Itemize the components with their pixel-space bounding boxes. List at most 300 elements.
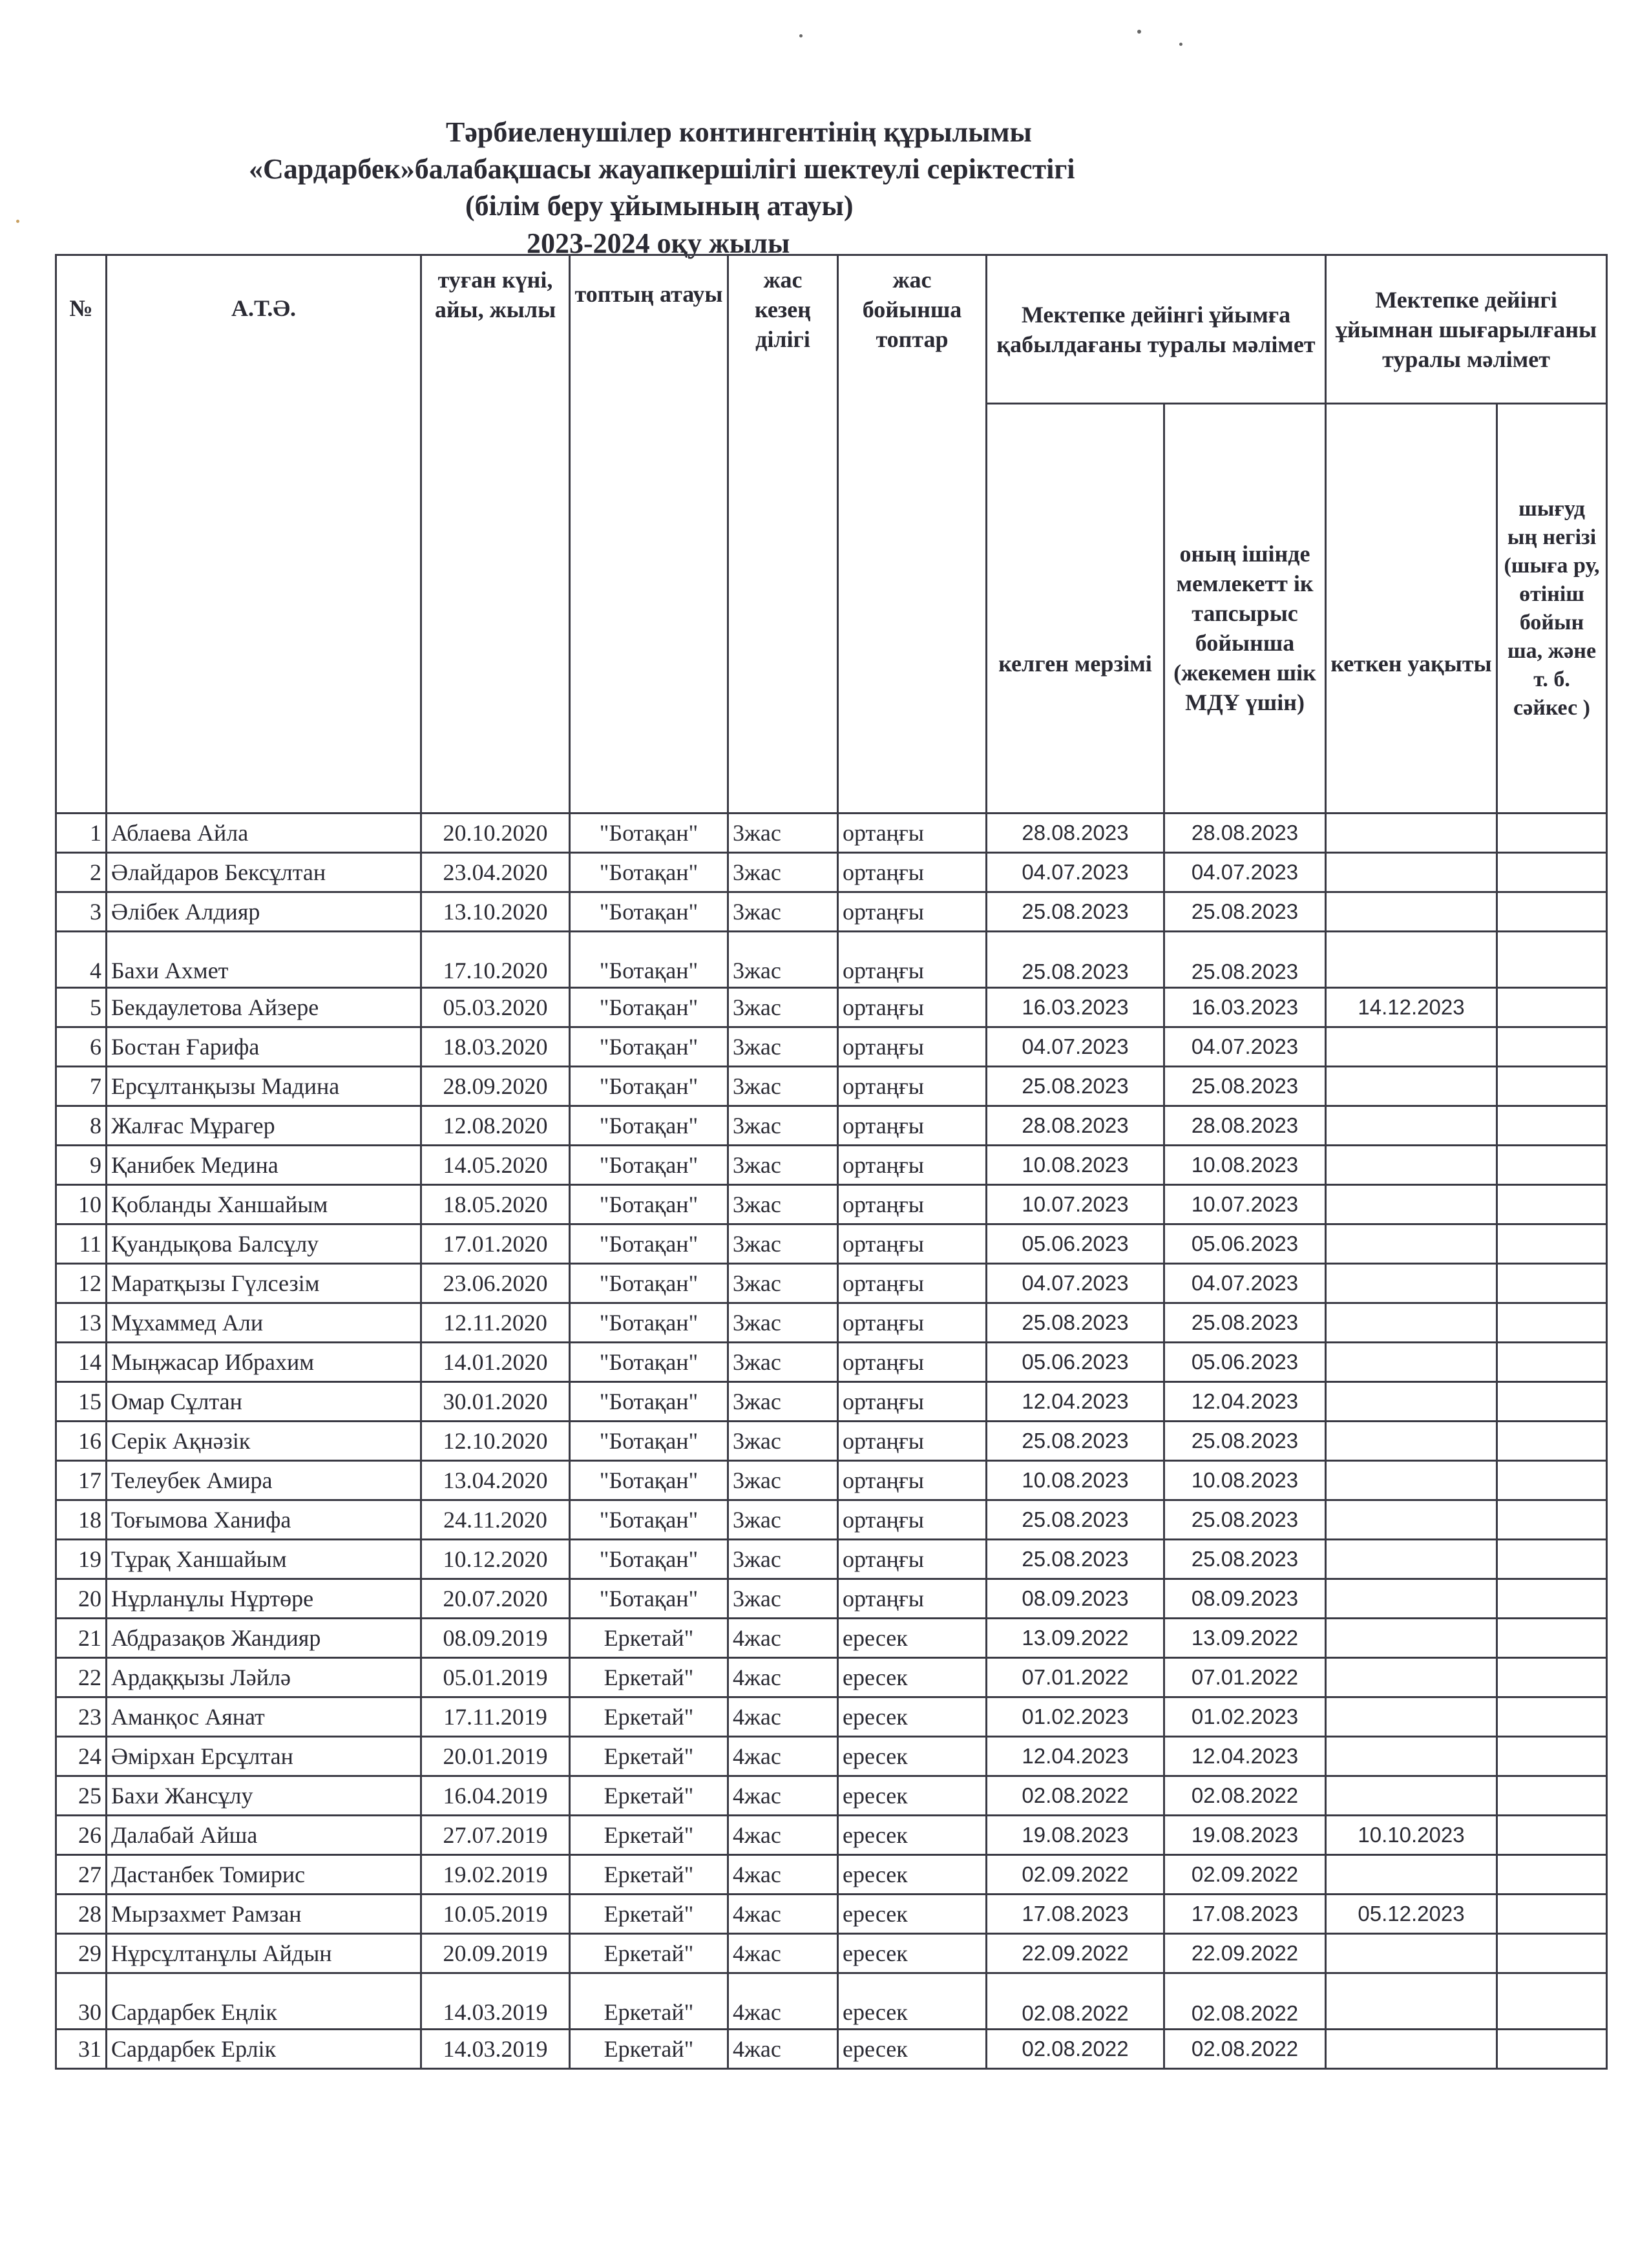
child-name: Мұхаммед Али xyxy=(107,1303,421,1343)
birth-date: 28.09.2020 xyxy=(421,1067,570,1106)
birth-date: 17.11.2019 xyxy=(421,1697,570,1737)
group-name: "Ботақан" xyxy=(570,1106,728,1146)
age-group: ортаңғы xyxy=(838,988,987,1027)
birth-date: 23.04.2020 xyxy=(421,853,570,892)
arrival-date: 02.08.2022 xyxy=(987,2030,1164,2069)
birth-date: 19.02.2019 xyxy=(421,1855,570,1895)
left-date xyxy=(1326,1343,1497,1382)
age-period: 3жас xyxy=(728,814,838,853)
left-date: 05.12.2023 xyxy=(1326,1895,1497,1934)
state-order-date: 10.08.2023 xyxy=(1164,1146,1326,1185)
age-period: 3жас xyxy=(728,1579,838,1619)
left-reason xyxy=(1497,1343,1607,1382)
child-name: Нұрланұлы Нұртөре xyxy=(107,1579,421,1619)
birth-date: 18.05.2020 xyxy=(421,1185,570,1224)
arrival-date: 05.06.2023 xyxy=(987,1224,1164,1264)
arrival-date: 25.08.2023 xyxy=(987,1422,1164,1461)
age-group: ересек xyxy=(838,1697,987,1737)
state-order-date: 10.07.2023 xyxy=(1164,1185,1326,1224)
group-name: Еркетай" xyxy=(570,1776,728,1816)
group-name: "Ботақан" xyxy=(570,1343,728,1382)
child-name: Әлайдаров Бексұлтан xyxy=(107,853,421,892)
group-name: "Ботақан" xyxy=(570,1146,728,1185)
row-number: 13 xyxy=(56,1303,107,1343)
arrival-date: 19.08.2023 xyxy=(987,1816,1164,1855)
child-name: Аманқос Аянат xyxy=(107,1697,421,1737)
birth-date: 12.10.2020 xyxy=(421,1422,570,1461)
age-period: 3жас xyxy=(728,1461,838,1500)
header-left-reason: шығуд ың негізі (шыға ру, өтініш бойын ша, және т. б. сәйкес ) xyxy=(1497,404,1607,814)
left-reason xyxy=(1497,1067,1607,1106)
birth-date: 14.03.2019 xyxy=(421,1973,570,2030)
left-reason xyxy=(1497,1422,1607,1461)
group-name: "Ботақан" xyxy=(570,1264,728,1303)
age-period: 4жас xyxy=(728,1855,838,1895)
left-date xyxy=(1326,1776,1497,1816)
table-row xyxy=(56,1027,1607,1067)
left-reason xyxy=(1497,1776,1607,1816)
birth-date: 10.12.2020 xyxy=(421,1540,570,1579)
row-number: 31 xyxy=(56,2030,107,2069)
age-period: 4жас xyxy=(728,1776,838,1816)
left-reason xyxy=(1497,1934,1607,1973)
age-group: ортаңғы xyxy=(838,1264,987,1303)
group-name: Еркетай" xyxy=(570,1816,728,1855)
child-name: Бостан Ғарифа xyxy=(107,1027,421,1067)
left-reason xyxy=(1497,1027,1607,1067)
group-name: Еркетай" xyxy=(570,2030,728,2069)
state-order-date: 17.08.2023 xyxy=(1164,1895,1326,1934)
child-name: Омар Сұлтан xyxy=(107,1382,421,1422)
table-row xyxy=(56,1500,1607,1540)
row-number: 19 xyxy=(56,1540,107,1579)
child-name: Аблаева Айла xyxy=(107,814,421,853)
header-num: № xyxy=(56,255,107,814)
left-date xyxy=(1326,1658,1497,1697)
left-date xyxy=(1326,892,1497,932)
scan-speck xyxy=(1179,43,1182,46)
age-group: ересек xyxy=(838,1934,987,1973)
table-row xyxy=(56,1540,1607,1579)
group-name: "Ботақан" xyxy=(570,988,728,1027)
group-name: "Ботақан" xyxy=(570,1224,728,1264)
row-number: 15 xyxy=(56,1382,107,1422)
age-group: ортаңғы xyxy=(838,1579,987,1619)
table-row xyxy=(56,1855,1607,1895)
state-order-date: 01.02.2023 xyxy=(1164,1697,1326,1737)
age-period: 4жас xyxy=(728,1619,838,1658)
arrival-date: 17.08.2023 xyxy=(987,1895,1164,1934)
age-group: ересек xyxy=(838,1816,987,1855)
age-period: 3жас xyxy=(728,1146,838,1185)
row-number: 23 xyxy=(56,1697,107,1737)
child-name: Ерсұлтанқызы Мадина xyxy=(107,1067,421,1106)
birth-date: 17.01.2020 xyxy=(421,1224,570,1264)
header-group-name: топтың атауы xyxy=(570,255,728,814)
left-reason xyxy=(1497,1461,1607,1500)
age-period: 3жас xyxy=(728,892,838,932)
state-order-date: 19.08.2023 xyxy=(1164,1816,1326,1855)
state-order-date: 04.07.2023 xyxy=(1164,1027,1326,1067)
header-departure-info: Мектепке дейінгі ұйымнан шығарылғаны туралы мәлімет xyxy=(1326,255,1607,404)
child-name: Мыңжасар Ибрахим xyxy=(107,1343,421,1382)
child-name: Телеубек Амира xyxy=(107,1461,421,1500)
state-order-date: 13.09.2022 xyxy=(1164,1619,1326,1658)
birth-date: 05.01.2019 xyxy=(421,1658,570,1697)
birth-date: 30.01.2020 xyxy=(421,1382,570,1422)
header-name: А.Т.Ә. xyxy=(107,255,421,814)
age-group: ортаңғы xyxy=(838,1106,987,1146)
arrival-date: 16.03.2023 xyxy=(987,988,1164,1027)
left-reason xyxy=(1497,2030,1607,2069)
left-reason xyxy=(1497,1224,1607,1264)
table-row xyxy=(56,1382,1607,1422)
age-period: 3жас xyxy=(728,853,838,892)
age-period: 3жас xyxy=(728,1027,838,1067)
state-order-date: 05.06.2023 xyxy=(1164,1224,1326,1264)
row-number: 22 xyxy=(56,1658,107,1697)
left-date xyxy=(1326,1579,1497,1619)
table-row xyxy=(56,988,1607,1027)
arrival-date: 10.08.2023 xyxy=(987,1146,1164,1185)
child-name: Қуандықова Балсұлу xyxy=(107,1224,421,1264)
state-order-date: 25.08.2023 xyxy=(1164,1540,1326,1579)
row-number: 9 xyxy=(56,1146,107,1185)
left-date xyxy=(1326,1855,1497,1895)
table-row xyxy=(56,1619,1607,1658)
row-number: 10 xyxy=(56,1185,107,1224)
birth-date: 13.04.2020 xyxy=(421,1461,570,1500)
title-line-2: «Сардарбек»балабақшасы жауапкершілігі шектеулі серіктестігі xyxy=(249,153,1075,185)
birth-date: 10.05.2019 xyxy=(421,1895,570,1934)
row-number: 11 xyxy=(56,1224,107,1264)
age-group: ортаңғы xyxy=(838,1422,987,1461)
age-group: ортаңғы xyxy=(838,1027,987,1067)
header-arrival-date: келген мерзімі xyxy=(987,404,1164,814)
left-reason xyxy=(1497,1146,1607,1185)
age-period: 3жас xyxy=(728,1264,838,1303)
header-birth-date: туған күні, айы, жылы xyxy=(421,255,570,814)
contingent-table xyxy=(55,254,1608,2070)
child-name: Дастанбек Томирис xyxy=(107,1855,421,1895)
birth-date: 14.05.2020 xyxy=(421,1146,570,1185)
age-group: ортаңғы xyxy=(838,1382,987,1422)
age-period: 3жас xyxy=(728,1224,838,1264)
table-row xyxy=(56,2030,1607,2069)
group-name: "Ботақан" xyxy=(570,1185,728,1224)
birth-date: 14.03.2019 xyxy=(421,2030,570,2069)
age-period: 4жас xyxy=(728,2030,838,2069)
child-name: Әлібек Алдияр xyxy=(107,892,421,932)
birth-date: 05.03.2020 xyxy=(421,988,570,1027)
row-number: 8 xyxy=(56,1106,107,1146)
table-row xyxy=(56,1461,1607,1500)
group-name: Еркетай" xyxy=(570,1855,728,1895)
child-name: Тоғымова Ханифа xyxy=(107,1500,421,1540)
age-period: 3жас xyxy=(728,1106,838,1146)
arrival-date: 02.08.2022 xyxy=(987,1973,1164,2030)
left-reason xyxy=(1497,1697,1607,1737)
left-reason xyxy=(1497,1619,1607,1658)
age-group: ортаңғы xyxy=(838,1185,987,1224)
group-name: "Ботақан" xyxy=(570,1382,728,1422)
age-period: 3жас xyxy=(728,1382,838,1422)
group-name: "Ботақан" xyxy=(570,1461,728,1500)
row-number: 2 xyxy=(56,853,107,892)
age-period: 3жас xyxy=(728,1343,838,1382)
state-order-date: 12.04.2023 xyxy=(1164,1737,1326,1776)
child-name: Сардарбек Ерлік xyxy=(107,2030,421,2069)
group-name: "Ботақан" xyxy=(570,1579,728,1619)
age-group: ортаңғы xyxy=(838,814,987,853)
state-order-date: 12.04.2023 xyxy=(1164,1382,1326,1422)
birth-date: 14.01.2020 xyxy=(421,1343,570,1382)
group-name: "Ботақан" xyxy=(570,1500,728,1540)
row-number: 25 xyxy=(56,1776,107,1816)
left-reason xyxy=(1497,1185,1607,1224)
left-reason xyxy=(1497,1264,1607,1303)
arrival-date: 25.08.2023 xyxy=(987,1067,1164,1106)
left-reason xyxy=(1497,814,1607,853)
age-group: ересек xyxy=(838,1619,987,1658)
state-order-date: 02.08.2022 xyxy=(1164,2030,1326,2069)
birth-date: 18.03.2020 xyxy=(421,1027,570,1067)
table-row xyxy=(56,1776,1607,1816)
left-reason xyxy=(1497,1500,1607,1540)
age-period: 3жас xyxy=(728,1540,838,1579)
child-name: Бахи Жансұлу xyxy=(107,1776,421,1816)
age-period: 4жас xyxy=(728,1816,838,1855)
left-reason xyxy=(1497,1106,1607,1146)
state-order-date: 02.08.2022 xyxy=(1164,1973,1326,2030)
child-name: Абдразақов Жандияр xyxy=(107,1619,421,1658)
age-group: ортаңғы xyxy=(838,1540,987,1579)
row-number: 4 xyxy=(56,932,107,988)
row-number: 18 xyxy=(56,1500,107,1540)
left-reason xyxy=(1497,1382,1607,1422)
row-number: 29 xyxy=(56,1934,107,1973)
left-reason xyxy=(1497,988,1607,1027)
left-date xyxy=(1326,1540,1497,1579)
left-date xyxy=(1326,1224,1497,1264)
birth-date: 13.10.2020 xyxy=(421,892,570,932)
table-row xyxy=(56,1658,1607,1697)
left-reason xyxy=(1497,1303,1607,1343)
state-order-date: 25.08.2023 xyxy=(1164,1067,1326,1106)
arrival-date: 05.06.2023 xyxy=(987,1343,1164,1382)
left-reason xyxy=(1497,1895,1607,1934)
left-date xyxy=(1326,1973,1497,2030)
left-reason xyxy=(1497,1973,1607,2030)
left-date xyxy=(1326,2030,1497,2069)
arrival-date: 25.08.2023 xyxy=(987,1500,1164,1540)
table-row xyxy=(56,1264,1607,1303)
age-period: 3жас xyxy=(728,1185,838,1224)
row-number: 24 xyxy=(56,1737,107,1776)
state-order-date: 25.08.2023 xyxy=(1164,932,1326,988)
arrival-date: 02.09.2022 xyxy=(987,1855,1164,1895)
child-name: Бекдаулетова Айзере xyxy=(107,988,421,1027)
arrival-date: 22.09.2022 xyxy=(987,1934,1164,1973)
age-group: ортаңғы xyxy=(838,1500,987,1540)
table-row xyxy=(56,1106,1607,1146)
child-name: Далабай Айша xyxy=(107,1816,421,1855)
table-row xyxy=(56,1895,1607,1934)
birth-date: 27.07.2019 xyxy=(421,1816,570,1855)
table-row xyxy=(56,892,1607,932)
left-reason xyxy=(1497,853,1607,892)
left-date xyxy=(1326,1146,1497,1185)
arrival-date: 10.08.2023 xyxy=(987,1461,1164,1500)
birth-date: 20.09.2019 xyxy=(421,1934,570,1973)
left-reason xyxy=(1497,1816,1607,1855)
table-row xyxy=(56,1737,1607,1776)
birth-date: 20.07.2020 xyxy=(421,1579,570,1619)
left-date xyxy=(1326,932,1497,988)
left-date xyxy=(1326,1106,1497,1146)
age-period: 3жас xyxy=(728,1303,838,1343)
age-period: 4жас xyxy=(728,1895,838,1934)
row-number: 7 xyxy=(56,1067,107,1106)
left-date xyxy=(1326,1303,1497,1343)
arrival-date: 25.08.2023 xyxy=(987,1540,1164,1579)
left-date xyxy=(1326,1264,1497,1303)
row-number: 26 xyxy=(56,1816,107,1855)
arrival-date: 12.04.2023 xyxy=(987,1737,1164,1776)
child-name: Қанибек Медина xyxy=(107,1146,421,1185)
left-date: 14.12.2023 xyxy=(1326,988,1497,1027)
age-group: ересек xyxy=(838,1776,987,1816)
left-date xyxy=(1326,1382,1497,1422)
left-date xyxy=(1326,853,1497,892)
group-name: Еркетай" xyxy=(570,1658,728,1697)
title-line-3: (білім беру ұйымының атауы) xyxy=(465,190,854,222)
group-name: "Ботақан" xyxy=(570,1422,728,1461)
group-name: "Ботақан" xyxy=(570,1303,728,1343)
left-reason xyxy=(1497,1855,1607,1895)
scan-speck xyxy=(16,220,19,223)
birth-date: 20.10.2020 xyxy=(421,814,570,853)
row-number: 20 xyxy=(56,1579,107,1619)
age-group: ортаңғы xyxy=(838,1461,987,1500)
left-date: 10.10.2023 xyxy=(1326,1816,1497,1855)
birth-date: 12.08.2020 xyxy=(421,1106,570,1146)
arrival-date: 13.09.2022 xyxy=(987,1619,1164,1658)
group-name: "Ботақан" xyxy=(570,814,728,853)
arrival-date: 10.07.2023 xyxy=(987,1185,1164,1224)
age-group: ересек xyxy=(838,2030,987,2069)
group-name: Еркетай" xyxy=(570,1737,728,1776)
arrival-date: 08.09.2023 xyxy=(987,1579,1164,1619)
state-order-date: 02.08.2022 xyxy=(1164,1776,1326,1816)
birth-date: 24.11.2020 xyxy=(421,1500,570,1540)
arrival-date: 28.08.2023 xyxy=(987,814,1164,853)
state-order-date: 08.09.2023 xyxy=(1164,1579,1326,1619)
state-order-date: 28.08.2023 xyxy=(1164,814,1326,853)
state-order-date: 25.08.2023 xyxy=(1164,892,1326,932)
title-line-4: 2023-2024 оқу жылы xyxy=(527,227,790,259)
state-order-date: 02.09.2022 xyxy=(1164,1855,1326,1895)
state-order-date: 25.08.2023 xyxy=(1164,1422,1326,1461)
table-row xyxy=(56,1422,1607,1461)
arrival-date: 25.08.2023 xyxy=(987,932,1164,988)
title-line-1: Тәрбиеленушілер контингентінің құрылымы xyxy=(446,116,1032,148)
arrival-date: 07.01.2022 xyxy=(987,1658,1164,1697)
table-row xyxy=(56,1816,1607,1855)
left-date xyxy=(1326,1619,1497,1658)
child-name: Қобланды Ханшайым xyxy=(107,1185,421,1224)
left-reason xyxy=(1497,892,1607,932)
age-period: 4жас xyxy=(728,1973,838,2030)
age-group: ересек xyxy=(838,1737,987,1776)
left-date xyxy=(1326,1737,1497,1776)
age-group: ортаңғы xyxy=(838,932,987,988)
left-reason xyxy=(1497,1658,1607,1697)
arrival-date: 28.08.2023 xyxy=(987,1106,1164,1146)
left-date xyxy=(1326,1027,1497,1067)
arrival-date: 02.08.2022 xyxy=(987,1776,1164,1816)
child-name: Тұрақ Ханшайым xyxy=(107,1540,421,1579)
row-number: 30 xyxy=(56,1973,107,2030)
child-name: Бахи Ахмет xyxy=(107,932,421,988)
age-period: 3жас xyxy=(728,932,838,988)
header-state-order: оның ішінде мемлекетт ік тапсырыс бойынша (жекемен шік МДҰ үшін) xyxy=(1164,404,1326,814)
age-period: 3жас xyxy=(728,1067,838,1106)
age-group: ересек xyxy=(838,1855,987,1895)
age-group: ересек xyxy=(838,1973,987,2030)
age-period: 4жас xyxy=(728,1697,838,1737)
table-row xyxy=(56,932,1607,988)
state-order-date: 05.06.2023 xyxy=(1164,1343,1326,1382)
child-name: Сардарбек Еңлік xyxy=(107,1973,421,2030)
arrival-date: 25.08.2023 xyxy=(987,892,1164,932)
arrival-date: 04.07.2023 xyxy=(987,853,1164,892)
table-row xyxy=(56,1224,1607,1264)
group-name: Еркетай" xyxy=(570,1697,728,1737)
state-order-date: 10.08.2023 xyxy=(1164,1461,1326,1500)
row-number: 14 xyxy=(56,1343,107,1382)
row-number: 1 xyxy=(56,814,107,853)
state-order-date: 28.08.2023 xyxy=(1164,1106,1326,1146)
age-period: 4жас xyxy=(728,1658,838,1697)
scan-speck xyxy=(799,34,803,37)
table-row xyxy=(56,1303,1607,1343)
group-name: "Ботақан" xyxy=(570,892,728,932)
left-reason xyxy=(1497,1737,1607,1776)
group-name: "Ботақан" xyxy=(570,853,728,892)
age-group: ортаңғы xyxy=(838,1343,987,1382)
state-order-date: 25.08.2023 xyxy=(1164,1303,1326,1343)
age-group: ортаңғы xyxy=(838,892,987,932)
birth-date: 23.06.2020 xyxy=(421,1264,570,1303)
row-number: 17 xyxy=(56,1461,107,1500)
table-row xyxy=(56,1579,1607,1619)
table-row xyxy=(56,1934,1607,1973)
table-row xyxy=(56,1146,1607,1185)
left-date xyxy=(1326,1185,1497,1224)
age-group: ортаңғы xyxy=(838,1303,987,1343)
arrival-date: 04.07.2023 xyxy=(987,1264,1164,1303)
birth-date: 12.11.2020 xyxy=(421,1303,570,1343)
left-date xyxy=(1326,1422,1497,1461)
row-number: 12 xyxy=(56,1264,107,1303)
age-period: 3жас xyxy=(728,988,838,1027)
birth-date: 16.04.2019 xyxy=(421,1776,570,1816)
left-reason xyxy=(1497,1540,1607,1579)
table-row xyxy=(56,1185,1607,1224)
age-period: 3жас xyxy=(728,1500,838,1540)
group-name: "Ботақан" xyxy=(570,1540,728,1579)
